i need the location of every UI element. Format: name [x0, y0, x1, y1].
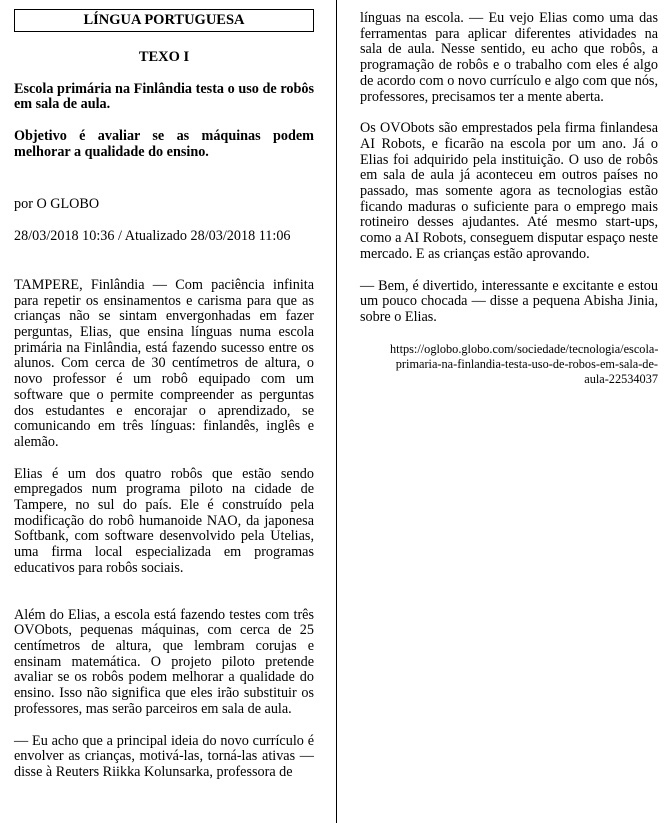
paragraph: — Eu acho que a principal ideia do novo currículo é envolver as crianças, motivá-las, torná-las ativas — disse à Reuters Riikka Kolunsarka, professora de: [14, 732, 314, 780]
paragraph: Elias é um dos quatro robôs que estão sendo empregados num programa piloto na cidade de Tampere, no sul do país. Ele é construído pela modificação do robô humanoide NAO, da japonesa Softbank, com software desenvolvido pela Utelias, uma firma local especializada em programas educativos para robôs sociais.: [14, 465, 314, 576]
paragraph: Além do Elias, a escola está fazendo testes com três OVObots, pequenas máquinas, com cerca de 25 centímetros de altura, que lembram corujas e ensinam matemática. O projeto piloto pretende avaliar se os robôs podem melhorar a qualidade do ensino. Isso não significa que eles irão substituir os professores, mas serão parceiros em sala de aula.: [14, 606, 314, 717]
column-divider: [336, 0, 337, 823]
left-column: [14, 0, 314, 781]
byline: por O GLOBO: [14, 195, 100, 212]
source-link[interactable]: https://oglobo.globo.com/sociedade/tecnologia/escola-primaria-na-finlandia-testa-uso-de-robos-em-sala-de-aula-22534037: [390, 341, 659, 386]
paragraph: TAMPERE, Finlândia — Com paciência infinita para repetir os ensinamentos e carisma para que as crianças não se sintam envergonhadas em fazer perguntas, Elias, que ensina línguas numa escola primária na Finlândia, está fazendo sucesso entre os alunos. Com cerca de 30 centímetros de altura, o novo professor é um robô equipado com um software que o permite compreender as perguntas dos estudantes e encorajar o aprendizado, se comunicando em três línguas: finlandês, inglês e alemão.: [14, 276, 314, 450]
subject-header: LÍNGUA PORTUGUESA: [14, 9, 314, 32]
headline: Escola primária na Finlândia testa o uso de robôs em sala de aula.: [14, 80, 314, 113]
paragraph: línguas na escola. — Eu vejo Elias como uma das ferramentas para aplicar diferentes atividades na sala de aula. Nesse sentido, eu acho que robôs, a programação de robôs e o trabalho com eles é algo de acordo com o novo currículo e algo com que nós, professores, precisamos ter a mente aberta.: [360, 10, 658, 105]
dateline: 28/03/2018 10:36 / Atualizado 28/03/2018 11:06: [14, 228, 291, 245]
right-column: [360, 0, 658, 387]
text-title: TEXO I: [138, 49, 190, 65]
subheadline: Objetivo é avaliar se as máquinas podem melhorar a qualidade do ensino.: [14, 128, 314, 160]
paragraph: — Bem, é divertido, interessante e excitante e estou um pouco chocada — disse a pequena Abisha Jinia, sobre o Elias.: [360, 277, 658, 325]
paragraph: Os OVObots são emprestados pela firma finlandesa AI Robots, e ficarão na escola por um ano. Já o Elias foi adquirido pela instituição. O uso de robôs em sala de aula já aconteceu em outros países no passado, mas somente agora as tecnologias estão ficando maduras o suficiente para o emprego mais rotineiro desses ajudantes. Até mesmo start-ups, como a AI Robots, conseguem disputar espaço neste mercado. E as crianças estão aprovando.: [360, 120, 658, 262]
